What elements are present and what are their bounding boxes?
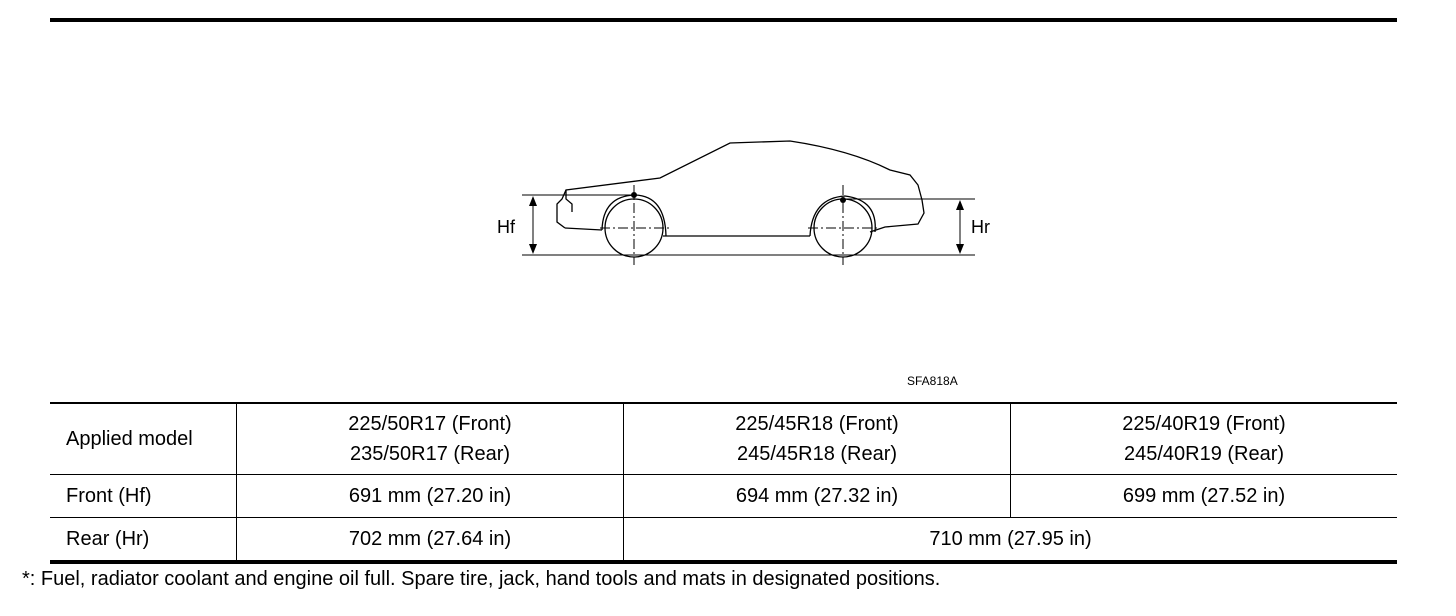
tire-size-cell-19 [1011, 403, 1398, 475]
footnote: *: Fuel, radiator coolant and engine oil full. Spare tire, jack, hand tools and mats in designated positions. [22, 568, 941, 590]
tire-size-rear: 245/45R18 (Rear) [736, 443, 898, 465]
tire-size-front: 225/40R19 (Front) [1122, 413, 1286, 435]
tire-size-rear: 235/50R17 (Rear) [349, 443, 511, 465]
car-body-outline [557, 141, 924, 232]
rear-height-value: 702 mm (27.64 in) [237, 518, 624, 563]
ride-height-table [50, 402, 1397, 564]
tire-size-cell-17 [237, 403, 624, 475]
front-height-value: 691 mm (27.20 in) [237, 475, 624, 518]
hf-label: Hf [497, 217, 515, 237]
figure-code: SFA818A [907, 374, 958, 388]
hr-arrow-top [956, 200, 964, 210]
tire-size-cell-18 [624, 403, 1011, 475]
hf-arrow-bottom [529, 244, 537, 254]
tire-size-front: 225/45R18 (Front) [735, 413, 899, 435]
table-row-applied-model [50, 403, 1397, 475]
front-arch-lip [565, 228, 602, 230]
table-row-rear-height [50, 518, 1397, 563]
front-bumper-line [566, 190, 572, 212]
hf-arrow-top [529, 196, 537, 206]
rear-height-value-merged: 710 mm (27.95 in) [624, 518, 1398, 563]
tire-size-rear: 245/40R19 (Rear) [1123, 443, 1285, 465]
row-label: Front (Hf) [50, 475, 237, 518]
rear-hub-point [840, 197, 846, 203]
front-height-value: 699 mm (27.52 in) [1011, 475, 1398, 518]
table-row-front-height [50, 475, 1397, 518]
front-height-value: 694 mm (27.32 in) [624, 475, 1011, 518]
row-label: Rear (Hr) [50, 518, 237, 563]
row-label: Applied model [50, 403, 237, 475]
hr-arrow-bottom [956, 244, 964, 254]
hr-label: Hr [971, 217, 990, 237]
tire-size-front: 225/50R17 (Front) [348, 413, 512, 435]
